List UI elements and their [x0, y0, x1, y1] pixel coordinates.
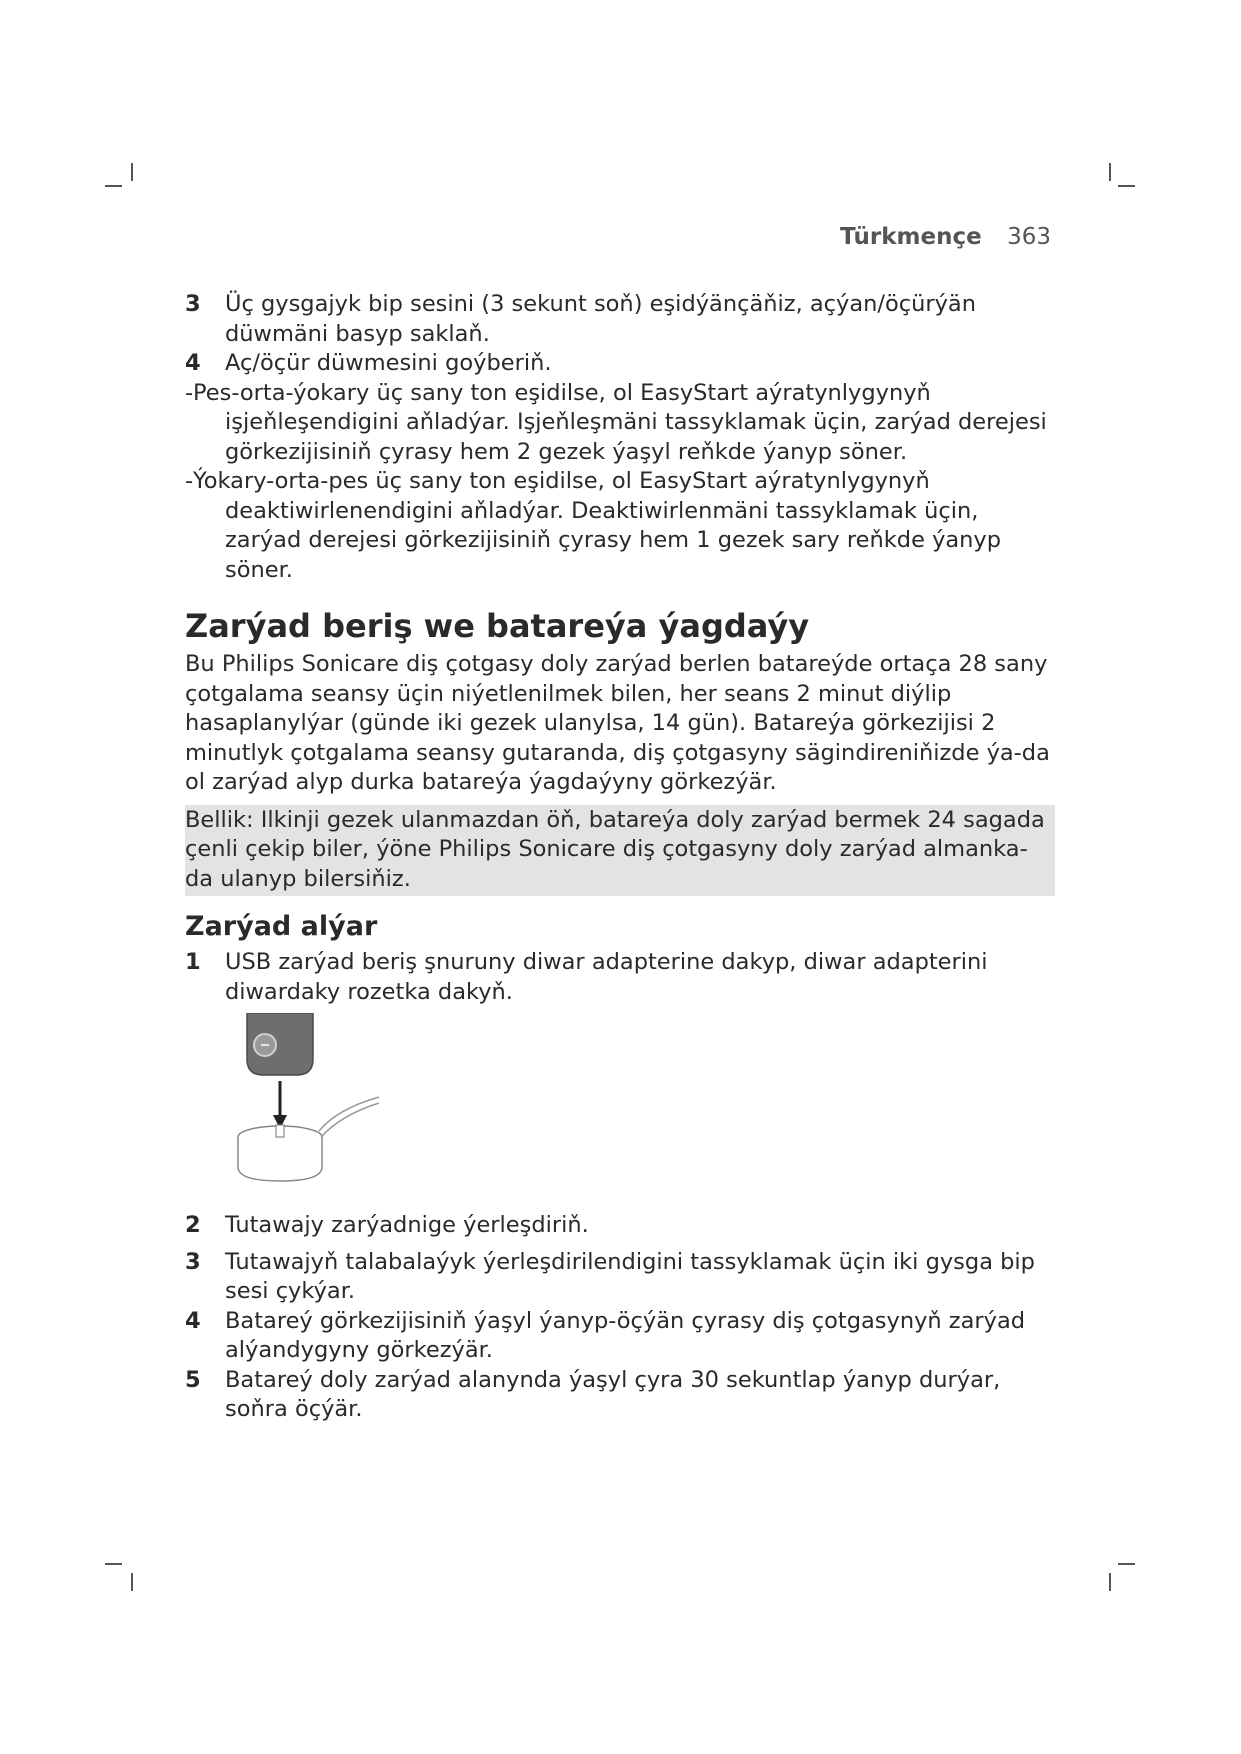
- bullet-dash: -: [185, 379, 194, 406]
- bullet-item: [185, 379, 1055, 468]
- step-number: 2: [185, 1212, 201, 1238]
- list-item: [185, 1248, 1055, 1307]
- crop-mark: [1118, 1563, 1135, 1565]
- page-content: [185, 290, 1055, 1425]
- bullet-text: üç sany ton eşidilse, ol EasyStart aýratynlygynyň deaktiwirlenendigini aňladýar. Deaktiwirlenmäni tassyklamak üçin, zarýad derejesi görkezijisiniň çyrasy hem 1 gezek sary reňkde ýanyp söner.: [225, 468, 1002, 583]
- step-number: 3: [185, 1248, 201, 1275]
- bullet-item: [185, 467, 1055, 585]
- charger-illustration-svg: [233, 1013, 383, 1203]
- section-title: Zarýad beriş we batareýa ýagdaýy: [185, 607, 810, 645]
- page-header: [840, 224, 1055, 254]
- header-language: Türkmençe: [840, 224, 982, 250]
- crop-mark: [1118, 185, 1135, 187]
- bullet-lead: Pes-orta-ýokary: [193, 379, 370, 406]
- note-text: Bellik: Ilkinji gezek ulanmazdan öň, batareýa doly zarýad bermek 24 sagada çenli çekip biler, ýöne Philips Sonicare diş çotgasyny doly zarýad almanka-da ulanyp bilersiňiz.: [185, 806, 1045, 892]
- step-text: Batareý doly zarýad alanynda ýaşyl çyra 30 sekuntlap ýanyp durýar, soňra öçýär.: [225, 1366, 1001, 1422]
- section-body: Bu Philips Sonicare diş çotgasy doly zarýad berlen batareýde ortaça 28 sany çotgalama seansy üçin niýetlenilmek bilen, her seans 2 minut diýlip hasaplanylýar (günde iki gezek ulanylsa, 14 gün). Batareýa görkezijisi 2 minutlyk çotgalama seansy gutaranda, diş çotgasyny sägindireniňizde ýa-da ol zarýad alyp durka batareýa ýagdaýyny görkezýär.: [185, 651, 1050, 795]
- crop-mark: [105, 1563, 122, 1565]
- subsection-title: Zarýad alýar: [185, 911, 378, 942]
- bullet-lead: Ýokary-orta-pes: [193, 468, 369, 494]
- note-box: [185, 805, 1055, 897]
- charger-cable: [319, 1097, 379, 1131]
- bullet-text: üç sany ton eşidilse, ol EasyStart aýratynlygynyň işjeňleşendigini aňladýar. Işjeňleşmäni tassyklamak üçin, zarýad derejesi görkezijisiniň çyrasy hem 2 gezek ýaşyl reňkde ýanyp söner.: [225, 379, 1047, 465]
- step-number: 3: [185, 291, 201, 317]
- list-item: [185, 1307, 1055, 1366]
- page-number: 363: [1007, 224, 1051, 250]
- step-text: Tutawajyň talabalaýyk ýerleşdirilendigini tassyklamak üçin iki gysga bip sesi çykýar.: [225, 1248, 1035, 1304]
- crop-mark: [1109, 163, 1111, 181]
- charger-pin: [276, 1125, 284, 1137]
- crop-mark: [105, 185, 122, 187]
- step-text: Tutawajy zarýadnige ýerleşdiriň.: [225, 1212, 589, 1238]
- charger-base: [238, 1137, 322, 1181]
- step-text: USB zarýad beriş şnuruny diwar adapterine dakyp, diwar adapterini diwardaky rozetka dakyň.: [225, 949, 988, 1005]
- step-text: Aç/öçür düwmesini goýberiň.: [225, 350, 552, 376]
- crop-mark: [131, 163, 133, 181]
- list-item: [185, 1366, 1055, 1425]
- step-number: 4: [185, 1307, 201, 1334]
- charger-illustration: [233, 1013, 383, 1203]
- step-number: 1: [185, 949, 201, 975]
- crop-mark: [1109, 1573, 1111, 1591]
- crop-mark: [131, 1573, 133, 1591]
- bullet-dash: -: [185, 468, 194, 494]
- step-number: 4: [185, 350, 201, 376]
- list-item: [185, 948, 1055, 1007]
- step-text: Üç gysgajyk bip sesini (3 sekunt soň) eşidýänçäňiz, açýan/öçürýän düwmäni basyp saklaň.: [225, 291, 976, 347]
- step-number: 5: [185, 1366, 201, 1393]
- step-text: Batareý görkezijisiniň ýaşyl ýanyp-öçýän çyrasy diş çotgasynyň zarýad alýandygyny görkezýär.: [225, 1307, 1026, 1363]
- list-item: [185, 290, 1055, 349]
- list-item: [185, 1211, 1055, 1241]
- list-item: [185, 349, 1055, 379]
